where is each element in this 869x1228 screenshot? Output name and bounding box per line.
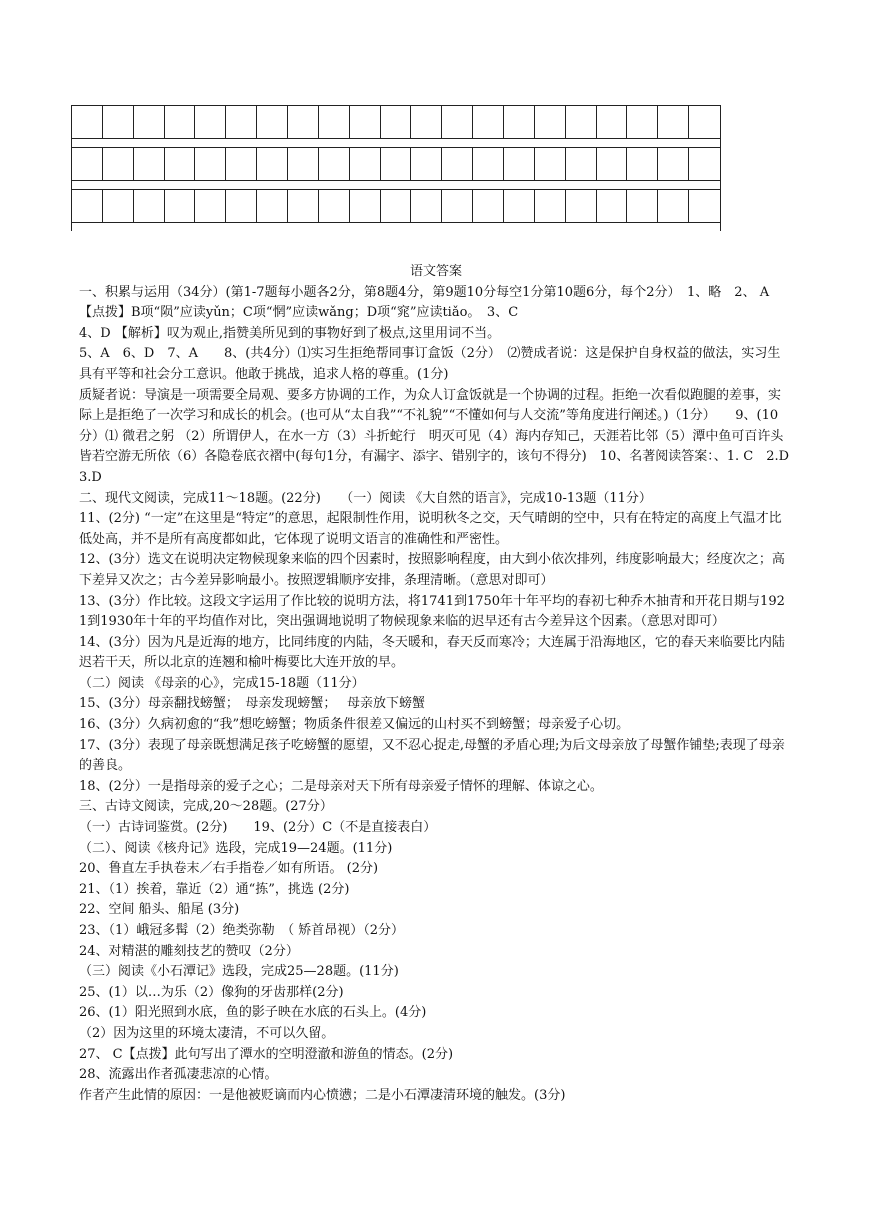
answer-line: 5、A 6、D 7、A 8、(共4分）⑴实习生拒绝帮同事订盒饭（2分） ⑵赞成者说：这是保护自身权益的做法，实习生具有平等和社会分工意识。他敢于挑战，追求人格的尊重。(1分) bbox=[79, 346, 781, 382]
grid-row-1 bbox=[71, 105, 721, 139]
answer-line: 24、对精湛的雕刻技艺的赞叹（2分） bbox=[79, 943, 299, 959]
answer-line: 三、古诗文阅读，完成,20～28题。(27分） bbox=[79, 799, 333, 815]
page-title: 语文答案 bbox=[409, 264, 462, 279]
grid-row-2 bbox=[71, 147, 721, 181]
answer-line: 一、积累与运用（34分）(第1-7题每小题各2分，第8题4分，第9题10分每空1分第10题6分，每个2分） 1、略 2、 A 【点拨】B项“陨”应读yǔn；C项“惘”应读wǎng；D项“窕”应读tiǎo。 3、C bbox=[79, 284, 770, 321]
answer-line: （一）古诗词鉴赏。(2分) 19、(2分）C（不是直接表白） bbox=[79, 820, 437, 836]
answer-line: 13、(3分）作比较。这段文字运用了作比较的说明方法，将1741到1750年十年平均的春初七种乔木抽青和开花日期与1921到1930年十年的平均值作对比，突出强调地说明了物候现象来临的迟早还有古今差异这个因素。（意思对即可） bbox=[79, 593, 785, 630]
answer-line: 11、(2分) “一定”在这里是“特定”的意思，起限制性作用，说明秋冬之交，天气晴朗的空中，只有在特定的高度上气温才比低处高，并不是所有高度都如此，它体现了说明文语言的准确性和严密性。 bbox=[79, 511, 782, 547]
answer-line: （二）、阅读《核舟记》选段，完成19—24题。(11分) bbox=[79, 840, 393, 856]
answer-line: 28、流露出作者孤凄悲凉的心情。 bbox=[79, 1067, 278, 1083]
answer-line: 22、空间 船头、船尾 (3分) bbox=[79, 902, 240, 918]
answer-line: 18、(2分）一是指母亲的爱子之心；二是母亲对天下所有母亲爱子情怀的理解、体谅之心。 bbox=[79, 778, 603, 794]
answer-line: 27、 C【点拨】此句写出了潭水的空明澄澈和游鱼的情态。(2分) bbox=[79, 1046, 454, 1062]
answer-line: 4、D 【解析】叹为观止,指赞美所见到的事物好到了极点,这里用词不当。 bbox=[79, 325, 501, 341]
grid-gap bbox=[71, 181, 721, 189]
grid-gap bbox=[71, 223, 721, 231]
answer-line: 26、(1）阳光照到水底，鱼的影子映在水底的石头上。(4分) bbox=[79, 1005, 427, 1021]
answer-line: 20、鲁直左手执卷末／右手指卷／如有所语。 (2分) bbox=[79, 861, 379, 877]
answer-line: 质疑者说：导演是一项需要全局观、要多方协调的工作，为众人订盒饭就是一个协调的过程。拒绝一次看似跑腿的差事，实际上是拒绝了一次学习和成长的机会。(也可从“太自我”“不礼貌”“不懂如何与人交流”等角度进行阐述。)（1分） 9、(10分）⑴ 微君之躬 （2）所谓伊人，在水一方（3）斗折蛇行 明灭可见（4）海内存知己，天涯若比邻（5）潭中鱼可百许头 皆若空游无所依（6）各隐卷底衣褶中(每句1分，有漏字、添字、错别字的，该句不得分) 10、名著阅读答案：、1. C 2.D 3.D bbox=[79, 387, 807, 485]
answer-line: 21、（1）挨着，靠近（2）通“拣”，挑选 (2分) bbox=[79, 881, 350, 897]
grid-row-3 bbox=[71, 189, 721, 223]
answer-line: 作者产生此情的原因：一是他被贬谪而内心愤懑；二是小石潭凄清环境的触发。(3分) bbox=[79, 1087, 566, 1103]
answer-line: 二、现代文阅读，完成11～18题。(22分) （一）阅读 《大自然的语言》，完成10-13题（11分） bbox=[79, 490, 652, 506]
answer-line: 15、(3分）母亲翻找螃蟹； 母亲发现螃蟹； 母亲放下螃蟹 bbox=[79, 696, 426, 712]
answer-line: （二）阅读 《母亲的心》，完成15-18题（11分） bbox=[79, 675, 365, 691]
answer-line: 12、(3分）选文在说明决定物候现象来临的四个因素时，按照影响程度，由大到小依次排列，纬度影响最大；经度次之；高下差异又次之；古今差异影响最小。按照逻辑顺序安排，条理清晰。（意思对即可） bbox=[79, 552, 785, 588]
answer-line: 25、(1）以…为乐（2）像狗的牙齿那样(2分) bbox=[79, 984, 344, 1000]
grid-gap bbox=[71, 139, 721, 147]
answer-section bbox=[79, 262, 807, 1106]
answer-line: 14、(3分）因为凡是近海的地方，比同纬度的内陆，冬天暖和，春天反而寒冷；大连属于沿海地区，它的春天来临要比内陆迟若干天，所以北京的连翘和榆叶梅要比大连开放的早。 bbox=[79, 634, 785, 671]
answer-line: 16、(3分）久病初愈的“我”想吃螃蟹；物质条件很差又偏远的山村买不到螃蟹；母亲爱子心切。 bbox=[79, 717, 630, 733]
answer-line: 23、（1）峨冠多髯（2）绝类弥勒 （ 矫首昂视）（2分） bbox=[79, 923, 404, 938]
answer-grid bbox=[71, 105, 721, 231]
answer-line: （2）因为这里的环境太凄清，不可以久留。 bbox=[79, 1025, 335, 1041]
answer-line: 17、(3分）表现了母亲既想满足孩子吃螃蟹的愿望，又不忍心捉走,母蟹的矛盾心理;为后文母亲放了母蟹作铺垫;表现了母亲的善良。 bbox=[79, 737, 785, 774]
answer-line: （三）阅读《小石潭记》选段，完成25—28题。(11分) bbox=[79, 964, 399, 980]
